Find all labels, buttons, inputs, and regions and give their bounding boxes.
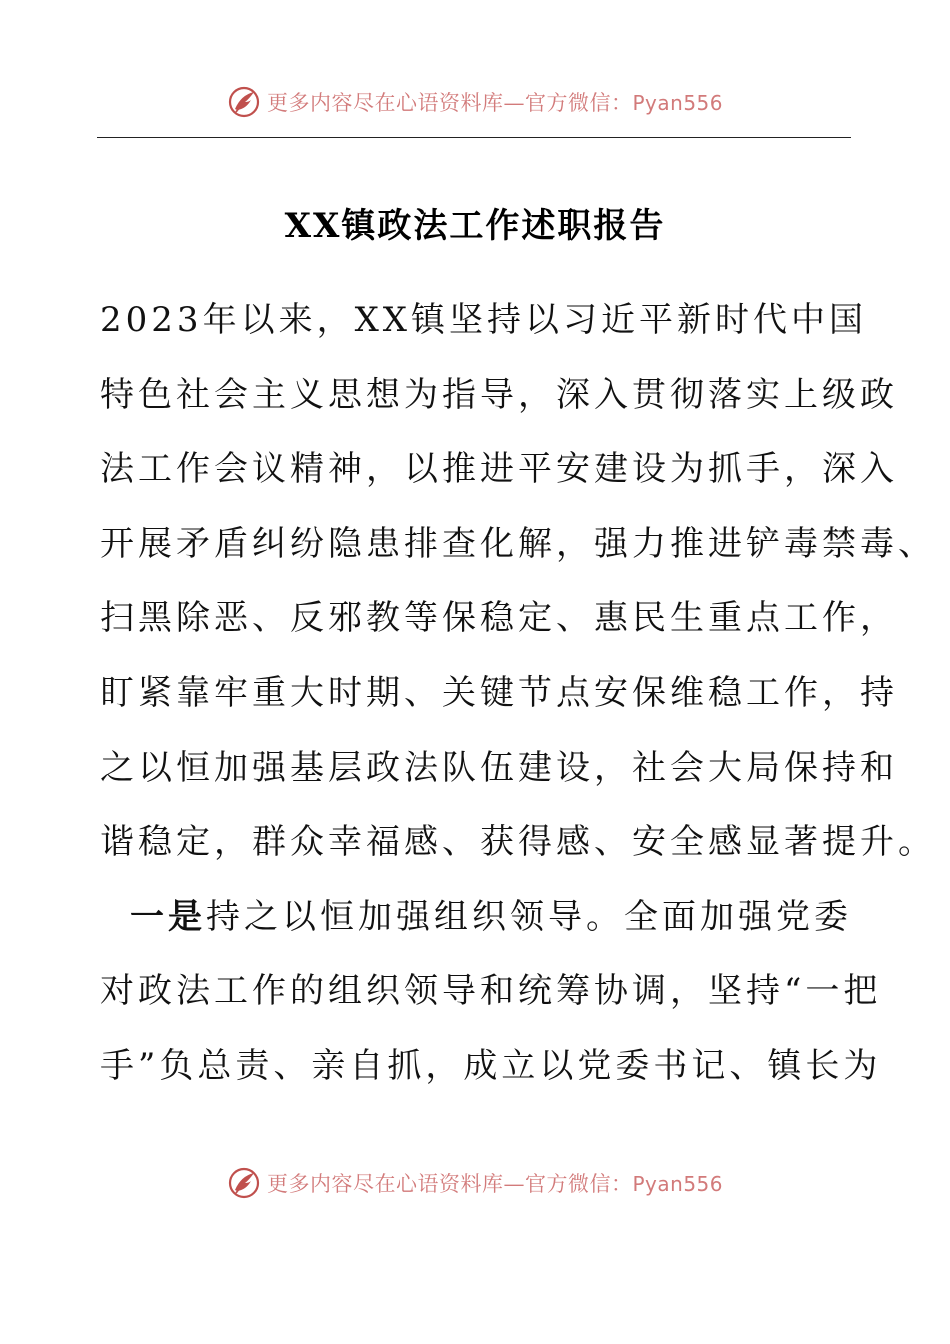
document-title: XX镇政法工作述职报告: [284, 206, 666, 246]
paragraph-line: 盯 紧 靠 牢 重 大 时 期 、 关 键 节 点 安 保 维 稳 工 作 ， 持: [100, 672, 898, 713]
quill-logo-icon: [227, 85, 261, 119]
paragraph-line: 扫 黑 除 恶 、 反 邪 教 等 保 稳 定 、 惠 民 生 重 点 工 作 ，: [100, 598, 898, 639]
footer-banner: [0, 1163, 950, 1203]
paragraph-line: 谐 稳 定 ， 群 众 幸 福 感 、 获 得 感 、 安 全 感 显 著 提 升 。: [100, 822, 936, 863]
document-body: [100, 290, 936, 1111]
paragraph-line: 之 以 恒 加 强 基 层 政 法 队 伍 建 设 ， 社 会 大 局 保 持 和: [100, 747, 898, 788]
footer-wechat-id: Pyan556: [632, 1172, 723, 1196]
paragraph-line: 开 展 矛 盾 纠 纷 隐 患 排 查 化 解 ， 强 力 推 进 铲 毒 禁 毒 、: [100, 523, 936, 564]
header-divider: [97, 137, 851, 138]
paragraph-line: 法 工 作 会 议 精 神 ， 以 推 进 平 安 建 设 为 抓 手 ， 深 入: [100, 449, 898, 490]
quill-logo-icon: [227, 1166, 261, 1200]
header-wechat-id: Pyan556: [632, 91, 723, 115]
paragraph-line: 一 是 持 之 以 恒 加 强 组 织 领 导 。 全 面 加 强 党 委: [100, 887, 852, 962]
paragraph-line: 特 色 社 会 主 义 思 想 为 指 导 ， 深 入 贯 彻 落 实 上 级 政: [100, 374, 898, 415]
header-banner-text: 更多内容尽在心语资料库—官方微信：Pyan556: [266, 91, 723, 115]
indent-space: [100, 887, 130, 962]
paragraph-line: 对 政 法 工 作 的 组 织 领 导 和 统 筹 协 调 ， 坚 持 “ 一 把: [100, 971, 882, 1012]
header-banner: [0, 82, 950, 122]
paragraph-line: 手 ” 负 总 责 、 亲 自 抓 ， 成 立 以 党 委 书 记 、 镇 长 为: [100, 1045, 882, 1086]
footer-banner-text: 更多内容尽在心语资料库—官方微信：Pyan556: [266, 1172, 723, 1196]
paragraph-line: 2 0 2 3 年 以 来 ， X X 镇 坚 持 以 习 近 平 新 时 代 中 国: [100, 300, 867, 340]
